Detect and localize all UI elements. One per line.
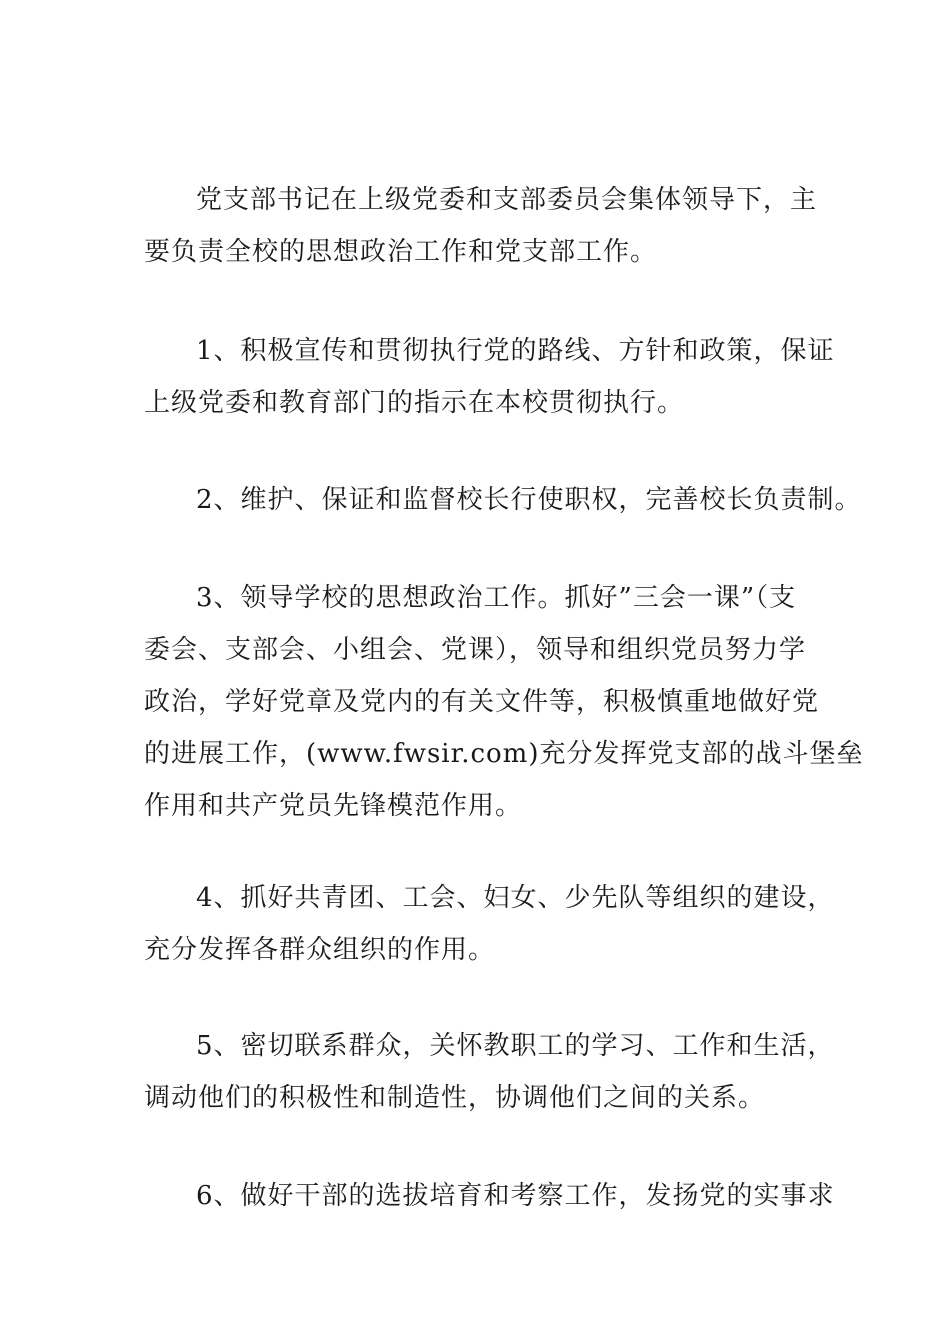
text-line: 充分发挥各群众组织的作用。 (144, 935, 496, 965)
paragraph-item-2 (144, 474, 862, 526)
text-line: 委会、支部会、小组会、党课），领导和组织党员努力学 (144, 635, 807, 665)
paragraph-item-4 (144, 872, 835, 976)
paragraph-intro (144, 174, 817, 278)
paragraph-item-3 (144, 572, 863, 832)
text-line: 党支部书记在上级党委和支部委员会集体领导下，主 (196, 185, 818, 215)
text-line: 5、密切联系群众，关怀教职工的学习、工作和生活， (196, 1031, 835, 1061)
paragraph-item-6 (144, 1170, 835, 1222)
text-line: 的进展工作，(www.fwsir.com)充分发挥党支部的战斗堡垒 (144, 739, 864, 769)
text-line: 2、维护、保证和监督校长行使职权，完善校长负责制。 (196, 485, 862, 515)
text-line: 调动他们的积极性和制造性，协调他们之间的关系。 (144, 1083, 766, 1113)
text-line: 4、抓好共青团、工会、妇女、少先队等组织的建设， (196, 883, 835, 913)
text-line: 政治，学好党章及党内的有关文件等，积极慎重地做好党 (144, 687, 820, 717)
paragraph-item-1 (144, 325, 835, 429)
text-line: 6、做好干部的选拔培育和考察工作，发扬党的实事求 (196, 1181, 835, 1211)
text-line: 要负责全校的思想政治工作和党支部工作。 (144, 237, 658, 267)
paragraph-item-5 (144, 1020, 835, 1124)
text-line: 3、领导学校的思想政治工作。抓好”三会一课”（支 (196, 583, 797, 613)
text-line: 1、积极宣传和贯彻执行党的路线、方针和政策，保证 (196, 336, 835, 366)
text-line: 作用和共产党员先锋模范作用。 (144, 791, 523, 821)
text-line: 上级党委和教育部门的指示在本校贯彻执行。 (144, 388, 685, 418)
